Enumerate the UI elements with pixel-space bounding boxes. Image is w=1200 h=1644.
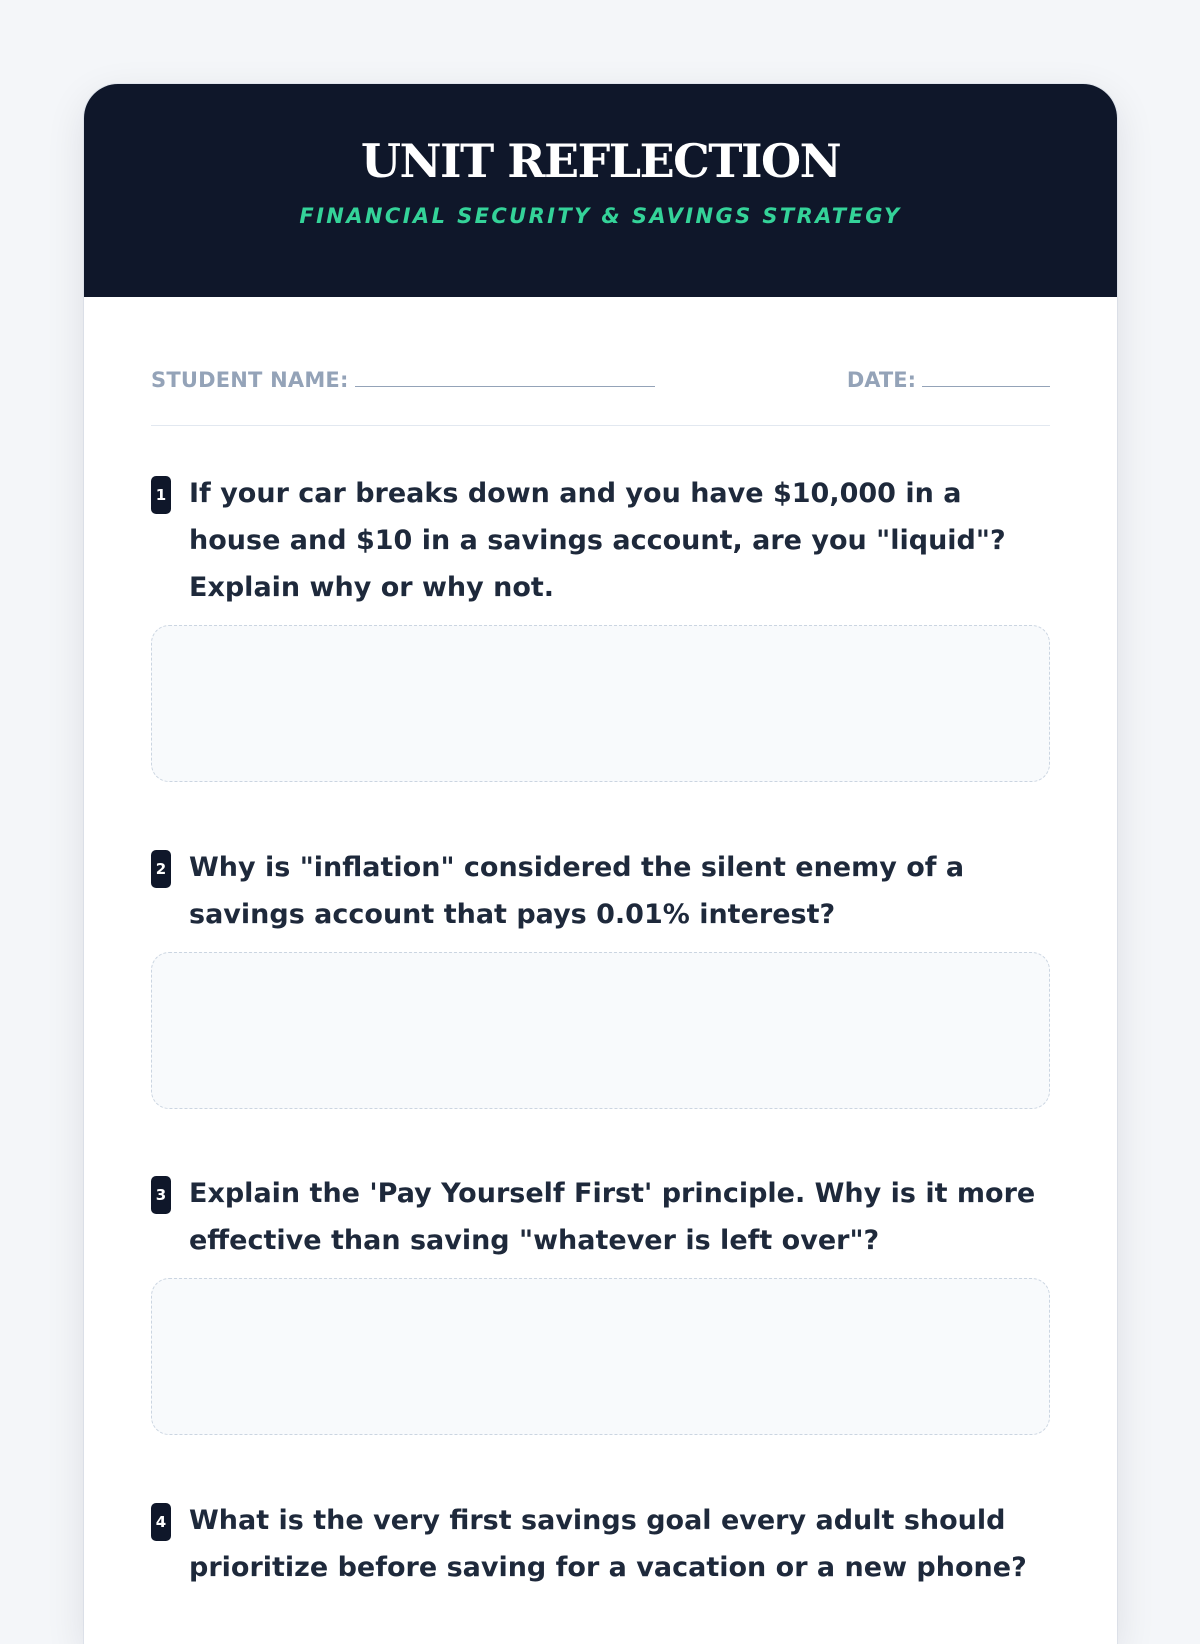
question-header: [151, 470, 1050, 611]
date-blank[interactable]: [922, 366, 1050, 387]
question-text: Why is "inflation" considered the silent enemy of a savings account that pays 0.01% interest?: [189, 852, 965, 930]
question-header: [151, 1170, 1050, 1264]
question-4: [151, 1497, 1050, 1591]
question-number-badge: 3: [151, 1176, 171, 1214]
answer-box[interactable]: [151, 625, 1050, 782]
date-field: [847, 366, 1050, 392]
question-1: [151, 470, 1050, 611]
date-label: DATE:: [846, 368, 916, 392]
question-header: [151, 844, 1050, 938]
student-name-field: [151, 366, 655, 392]
question-text: Explain the 'Pay Yourself First' principle. Why is it more effective than saving "whatever is left over"?: [189, 1178, 1036, 1256]
question-number-badge: 4: [151, 1503, 171, 1541]
question-3: [151, 1170, 1050, 1264]
question-text: If your car breaks down and you have $10,000 in a house and $10 in a savings account, are you "liquid"? Explain why or why not.: [189, 478, 1006, 603]
question-header: [151, 1497, 1050, 1591]
page-title: UNIT REFLECTION: [360, 134, 841, 188]
question-text: What is the very first savings goal every adult should prioritize before saving for a vacation or a new phone?: [189, 1505, 1027, 1583]
student-name-label: STUDENT NAME:: [151, 368, 349, 392]
question-number-badge: 2: [151, 850, 171, 888]
answer-box[interactable]: [151, 1278, 1050, 1435]
worksheet-body: [84, 297, 1117, 426]
worksheet-header: [84, 84, 1117, 297]
question-number-badge: 1: [151, 476, 171, 514]
page-subtitle: FINANCIAL SECURITY & SAVINGS STRATEGY: [299, 204, 902, 228]
student-info-row: [151, 297, 1050, 426]
worksheet-card: [84, 84, 1117, 1644]
answer-box[interactable]: [151, 952, 1050, 1109]
student-name-blank[interactable]: [355, 366, 655, 387]
question-2: [151, 844, 1050, 938]
